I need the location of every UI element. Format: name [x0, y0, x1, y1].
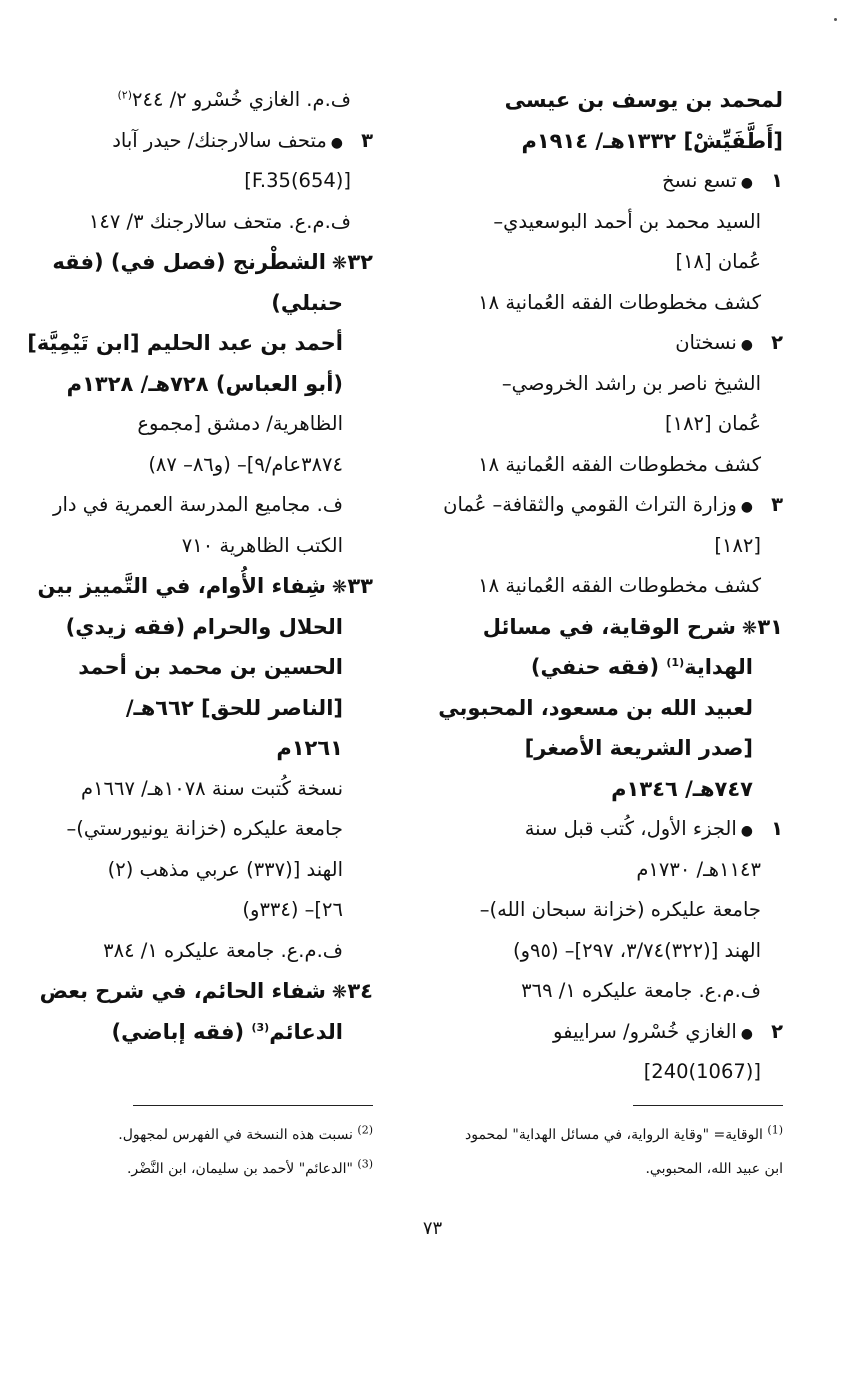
line-text: الحسين بن محمد بن أحمد — [78, 655, 343, 679]
left_col-line — [73, 161, 373, 202]
footnote-marker: (3) — [251, 1020, 270, 1034]
right_col-line — [471, 445, 783, 486]
line-text: جامعة عليكره (خزانة يونيورستي)– — [66, 817, 343, 840]
right_col-line — [443, 485, 783, 526]
bullet-icon: ● — [740, 823, 753, 839]
page-number: ٧٣ — [422, 1218, 443, 1239]
left_col-line — [73, 688, 373, 729]
footnote-marker: (٢) — [117, 88, 133, 102]
left_col-line — [73, 80, 373, 121]
right_col-line — [471, 647, 783, 688]
bullet-icon: ● — [740, 175, 753, 191]
entry-number: ٢ — [771, 1019, 783, 1043]
footnote-marker: (3) — [357, 1157, 373, 1171]
line-text: شرح الوقاية، في مسائل — [482, 614, 736, 639]
line-text: ٧٤٧هـ/ ١٣٤٦م — [611, 776, 753, 801]
line-text: ف.م.ع. جامعة عليكره ١/ ٣٨٤ — [103, 938, 343, 962]
line-text: ف.م.ع. متحف سالارجنك ٣/ ١٤٧ — [88, 209, 351, 233]
left_col-line — [65, 607, 373, 648]
line-text: وزارة التراث القومي والثقافة– عُمان — [443, 493, 737, 516]
line-text: نسخة كُتبت سنة ١٠٧٨هـ/ ١٦٦٧م — [81, 776, 343, 800]
line-text: ١٢٦١م — [276, 736, 343, 760]
line-text: [١٨٢] — [714, 533, 761, 557]
footnote — [73, 1152, 373, 1186]
footnotes-right — [465, 1118, 783, 1186]
line-text: ٢٦]– (٣٣٤و) — [242, 898, 343, 921]
left_col-line — [73, 283, 373, 324]
bullet-icon: ● — [330, 134, 343, 151]
line-text: لمحمد بن يوسف بن عيسى — [504, 88, 783, 112]
entry-number: ٣٤ — [347, 979, 373, 1003]
line-text: الهند [(٣٢٢)٣/٧٤، ٢٩٧]– (٩٥و) — [513, 938, 761, 962]
left_col-line — [27, 323, 373, 364]
right-column — [438, 80, 783, 1093]
right_col-line — [471, 161, 783, 202]
footnote-text: نسبت هذه النسخة في الفهرس لمجهول. — [118, 1127, 358, 1143]
left_col-line — [73, 931, 373, 972]
entry-number: ٣ — [771, 493, 783, 516]
line-text: الشيخ ناصر بن راشد الخروصي– — [501, 371, 761, 395]
line-text: كشف مخطوطات الفقه العُمانية ١٨ — [478, 452, 761, 476]
line-text: [(1067)240] — [643, 1060, 761, 1083]
line-text: الحلال والحرام (فقه زيدي) — [65, 614, 343, 639]
footnotes-left — [73, 1118, 373, 1186]
footnote-rule-left — [133, 1105, 373, 1106]
footnote — [73, 1118, 373, 1152]
footnote — [465, 1118, 783, 1152]
line-text: (أبو العباس) ٧٢٨هـ/ ١٣٢٨م — [66, 371, 343, 396]
line-text: [صدر الشريعة الأصغر] — [524, 736, 753, 760]
line-text: الظاهرية/ دمشق [مجموع — [137, 412, 343, 435]
entry-number: ٣٢ — [347, 250, 373, 274]
line-text: متحف سالارجنك/ حيدر آباد — [112, 128, 327, 152]
scan-speck — [834, 18, 837, 21]
line-text: [أَطَّفَيِّشْ] ١٣٣٢هـ/ ١٩١٤م — [521, 128, 783, 153]
entry-number: ٣٣ — [347, 574, 373, 598]
right_col-line — [471, 1012, 783, 1053]
left_col-line — [73, 526, 373, 567]
line-text: ف. مجاميع المدرسة العمرية في دار — [53, 493, 343, 516]
line-text: ٣٨٧٤عام/٩]– (و٨٦– ٨٧) — [148, 452, 343, 476]
right_col-line — [471, 323, 783, 364]
footnote-marker: (1) — [767, 1123, 783, 1137]
left-column — [27, 80, 373, 1052]
right_col-line — [471, 931, 783, 972]
right_col-line — [471, 364, 783, 405]
footnote-text: "الدعائم" لأحمد بن سليمان، ابن النَّضْر. — [126, 1161, 358, 1177]
star-icon: ❋ — [331, 253, 347, 274]
footnote-marker: (2) — [357, 1123, 373, 1137]
line-text: ١١٤٣هـ/ ١٧٣٠م — [636, 857, 761, 881]
footnote-text: الوقاية= "وقاية الرواية، في مسائل الهداية" لمحمود — [465, 1127, 768, 1143]
entry-number: ١ — [771, 817, 783, 840]
bullet-icon: ● — [740, 1025, 753, 1042]
left_col-line — [37, 566, 373, 607]
left_col-line — [73, 121, 373, 162]
line-text: الشطْرنج (فصل في) (فقه — [52, 250, 326, 274]
line-text: السيد محمد بن أحمد البوسعيدي– — [493, 209, 761, 233]
left_col-line — [39, 971, 373, 1012]
line-text: تسع نسخ — [661, 169, 737, 192]
entry-number: ١ — [771, 169, 783, 192]
line-text: الهداية — [684, 655, 753, 679]
line-text: عُمان [١٨] — [675, 250, 761, 273]
right_col-line — [471, 566, 783, 607]
bullet-icon: ● — [740, 337, 753, 353]
left_col-line — [73, 1012, 373, 1053]
right_col-line — [471, 809, 783, 850]
left_col-line — [73, 728, 373, 769]
right_col-line — [471, 728, 783, 769]
line-tail: (فقه إباضي) — [111, 1019, 252, 1044]
left_col-line — [73, 647, 373, 688]
line-text: كشف مخطوطات الفقه العُمانية ١٨ — [478, 290, 761, 314]
left_col-line — [66, 809, 373, 850]
left_col-line — [53, 485, 373, 526]
right_col-line — [471, 1052, 783, 1093]
line-text: الهند [(٣٣٧) عربي مذهب (٢) — [107, 857, 343, 881]
right_col-line — [471, 607, 783, 648]
right_col-line — [471, 850, 783, 891]
right_col-line — [471, 121, 783, 162]
star-icon: ❋ — [331, 577, 347, 598]
line-text: [الناصر للحق] ٦٦٢هـ/ — [125, 695, 343, 720]
line-text: نسختان — [675, 331, 737, 354]
right_col-line — [471, 769, 783, 810]
bullet-icon: ● — [740, 499, 753, 515]
footnote-rule-right — [633, 1105, 783, 1106]
right_col-line — [471, 971, 783, 1012]
right_col-line — [471, 404, 783, 445]
line-text: أحمد بن عبد الحليم [ابن تَيْمِيَّة] — [27, 331, 343, 355]
right_col-line — [471, 202, 783, 243]
line-text: ف.م. الغازي خُسْرو ٢/ ٢٤٤ — [132, 88, 351, 111]
left_col-line — [66, 364, 373, 405]
left_col-line — [73, 445, 373, 486]
line-text: لعبيد الله بن مسعود، المحبوبي — [438, 695, 753, 720]
line-tail: (فقه حنفي) — [530, 655, 667, 679]
left_col-line — [73, 890, 373, 931]
right_col-line — [471, 890, 783, 931]
line-text: [(654)F.35] — [244, 169, 351, 192]
line-text: عُمان [١٨٢] — [664, 412, 761, 435]
right_col-line — [471, 283, 783, 324]
left_col-line — [73, 850, 373, 891]
left_col-line — [52, 242, 373, 283]
entry-number: ٢ — [771, 331, 783, 354]
footnote — [478, 1152, 783, 1186]
left_col-line — [73, 404, 373, 445]
line-text: الغازي خُسْرو/ سراييفو — [553, 1019, 737, 1043]
line-text: حنبلي) — [271, 290, 343, 315]
line-text: شِفاء الأُوام، في التَّمييز بين — [37, 574, 326, 598]
line-text: ف.م.ع. جامعة عليكره ١/ ٣٦٩ — [521, 979, 761, 1002]
line-text: شفاء الحائم، في شرح بعض — [39, 979, 326, 1003]
line-text: الكتب الظاهرية ٧١٠ — [181, 533, 343, 557]
line-text: جامعة عليكره (خزانة سبحان الله)– — [479, 898, 761, 921]
right_col-line — [471, 80, 783, 121]
star-icon: ❋ — [331, 982, 347, 1003]
footnote-text: ابن عبيد الله، المحبوبي. — [645, 1161, 783, 1177]
line-text: الجزء الأول، كُتب قبل سنة — [524, 817, 737, 840]
entry-number: ٣١ — [757, 614, 783, 639]
right_col-line — [471, 242, 783, 283]
star-icon: ❋ — [741, 617, 757, 639]
left_col-line — [73, 769, 373, 810]
footnote-marker: (1) — [666, 656, 685, 669]
line-text: كشف مخطوطات الفقه العُمانية ١٨ — [478, 574, 761, 597]
right_col-line — [438, 688, 783, 729]
line-text: الدعائم — [269, 1019, 343, 1044]
left_col-line — [73, 202, 373, 243]
right_col-line — [471, 526, 783, 567]
entry-number: ٣ — [361, 128, 373, 152]
